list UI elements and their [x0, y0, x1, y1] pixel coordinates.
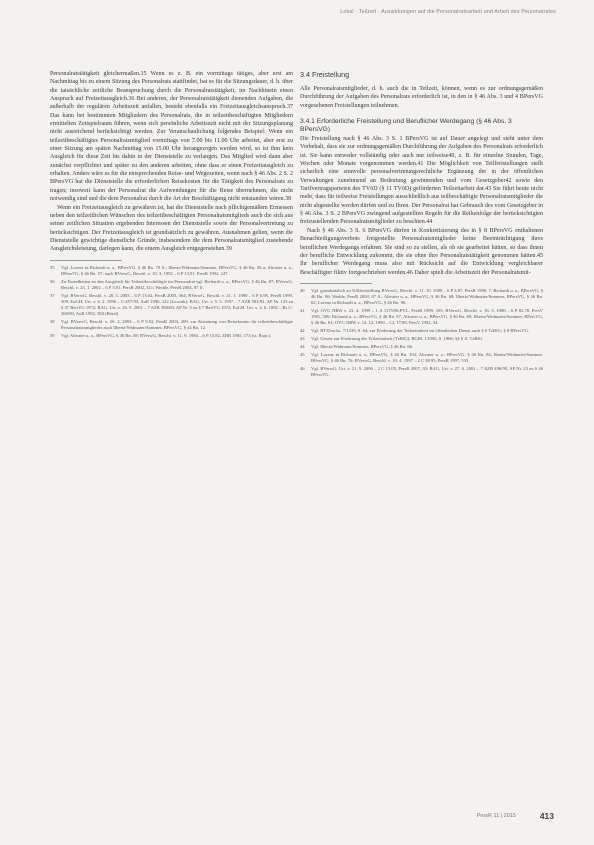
section-heading: 3.4 Freistellung [300, 70, 350, 79]
footnote: 46 Vgl. BVerwG, Urt. v. 21. 9. 2006 – 2 C 13.05, PersR 2007, 33; BAG, Urt. v. 27. 6. 2001 – 7 AZR 496/99, AP Nr. 23 zu § 46 BPersVG. [300, 365, 543, 377]
footnote: 37 Vgl. BVerwG, Beschl. v. 28. 5. 2003 – 6 P 13.02, PersR 2003, 364; BVerwG, Beschl. v. 21. 1. 1999 – 6 P 6.98, PersR 1999, 309; EuGH, Urt. v. 6. 2. 1996 – C-457/93, AuR 1996, 122 (Lewark); BAG, Urt. v. 5. 3. 1997 – 7 AZR 581/92, AP Nr. 123 zu § 37 BetrVG 1972; BAG, Urt. v. 26. 9. 2001 – 7 AZR 388/00, AP Nr. 5 zu § 7 BetrVG 1972; EuGH, Urt. v. 4. 6. 1992 – Rs C-360/90, AuR 1992, 383 (Bötel). [50, 292, 293, 317]
footnote-divider [300, 283, 372, 284]
page-number: 413 [539, 811, 554, 821]
left-column [50, 70, 293, 341]
footnote: 35 Vgl. Lorenz in Richardi u. a., BPersVG, § 46 Rn. 70 ff.; Ilbertz/Widmaier/Sommer, BPersVG, § 46 Rn. 26 a; Altvater u. a., BPersVG, § 46 Rn. 57; auch BVerwG, Beschl. v. 10. 3. 1992 – 6 P 13.91, PersR 1992, 247. [50, 264, 293, 276]
left-footnotes [50, 265, 293, 340]
footnote: 36 Zu Einzelheiten an den Ausgleich für Teilzeitbeschäftigte im Personalrat vgl. Richardi u. a., BPersVG, § 46 Rn. 87; BVerwG, Beschl. v. 23. 1. 2002 – 6 P 5.01, PersR 2002, 311; Wedde, PersR 2004, 87 ff. [50, 278, 293, 290]
footnote: 38 Vgl. BVerwG, Beschl. v. 26. 2. 2003 – 6 P 9.02, PersR 2003, 209; zur Erstattung von Reisekosten für teilzeitbeschäftigte Personalratsmitglieder auch Ilbertz/Widmaier/Sommer, BPersVG, § 44 Rn. 12. [50, 318, 293, 331]
running-header: Lokal · Teilzeit · Auswirkungen auf die Personalratsarbeit und Arbeit des Personalrates [340, 9, 556, 15]
footnote: 43 Vgl. Gesetz zur Förderung der Teilzeitarbeit (TzBfG), BGBl. I 2000, S. 1966; §§ 6 ff. TzBfG. [300, 336, 484, 342]
right-paragraph: Nach § 46 Abs. 3 S. 6 BPersVG dürfen in Konkretisierung des in § 8 BPersVG enthaltenen Benachteiligungsverbots freigestellte Personalratsmitglieder keine Beeinträchtigung ihres beruflichen Werdegangs erfahren. Sie sind so zu stellen, als ob sie gearbeitet hätten, so dass ihnen der berufliche Entwicklung zukommt, die sie ohne ihre Personalratstätigkeit genommen hätten.45 Ihr beruflicher Werdegang muss also mit Rücksicht auf die Entwicklung vergleichbarer Beschäftigter fiktiv fortgeschrieben werden.46 Daher spielt die Arbeitszeit der Personalratsmit- [300, 227, 543, 276]
footnote: 42 Vgl. BT-Drucks. 7/1339, S. 64; zur Förderung der Teilzeitarbeit im öffentlichen Dienst auch § 6 TzBfG; § 8 BPersVG. [300, 328, 530, 334]
footnote: 45 Vgl. Lorenz in Richardi u. a., BPersVG, § 46 Rn. 104; Altvater u. a., BPersVG, § 46 Rn. 84; Ilbertz/Widmaier/Sommer, BPersVG, § 46 Rn. 76; BVerwG, Beschl. v. 10. 4. 1997 – 2 C 38.95, PersR 1997, 533. [300, 351, 543, 363]
footnote: 41 Vgl. OVG NRW v. 23. 4. 1999 – 1 A 1175/96.PVL, PersR 1999, 395; BVerwG, Beschl. v. 16. 5. 1980 – 6 P 82.78, PersV 1981, 500; Richardi u. a., BPersVG, § 46 Rn. 97; Altvater u. a., BPersVG, § 46 Rn. 69; Ilbertz/Widmaier/Sommer, BPersVG, § 46 Rn. 63; OVG NRW v. 14. 12. 1990 – CL 17/89, PersV 1992, 34. [300, 308, 543, 326]
right-footnotes [300, 288, 543, 378]
footnote: 40 Vgl. grundsätzlich zu Vollfreistellung BVerwG, Beschl. v. 11. 10. 1989 – 6 P 3.87, PersR 1990, 7; Richardi u. a., BPersVG, § 46 Rn. 96; Wedde, PersR 2004, 87 ff.; Altvater u. a., BPersVG, § 46 Rn. 68; Ilbertz/Widmaier/Sommer, BPersVG, § 46 Rn. 62; Lorenz in Richardi u. a., BPersVG, § 46 Rn. 96. [300, 287, 543, 306]
footnote-divider [50, 260, 122, 261]
right-paragraph: Die Freistellung nach § 46 Abs. 3 S. 1 BPersVG ist auf Dauer angelegt und steht unter dem Vorbehalt, dass sie zur ordnungsgemäßen Durchführung der Aufgaben des Personalrats erforderlich ist. Sie kann entweder vollständig oder auch nur teilweise40, z. B. für einzelne Stunden, Tage, Wochen oder Monate vorgenommen werden.41 Die Möglichkeit von Teilfreistellungen stellt sicherlich eine sinnvolle personalvertretungsrechtliche Ergänzung der in der öffentlichen Verwaltungen zunehmend an Bedeutung gewinnenden und vom Gesetzgeber42 sowie den Tarifvertragsparteien des TVöD (§ 11 TVöD) geförderten Teilzeitarbeit dar.43 Sie führt heute nicht mehr, dass für teilweise Freistellungen ausschließlich aus teilbeschäftigte Personalratsmitglieder die nicht abgestellte werden dürfen und zu Ihren. Der Personalrat hat Gebrauch des vom Gesetzgeber in § 46 Abs. 3 S. 2 BPersVG zwingend aufgestellten Regeln für die Reihenfolge der berücksichtigten freizustellenden Personalratsmitglieder zu beachten.44 [300, 136, 543, 226]
right-intro: Alle Personalratsmitglieder, d. h. auch die in Teilzeit, können, wenn es zur ordnungsgemäßen Durchführung der Aufgaben des Personalrats erforderlich ist, in den in § 46 Abs. 3 und 4 BPersVG vorgesehenen Freistellungen teilnehmen. [300, 86, 543, 109]
footnote: 44 Vgl. Ilbertz/Widmaier/Sommer, BPersVG, § 46 Rn. 66. [300, 343, 414, 349]
left-paragraph: Wenn ein Freizeitausgleich zu gewähren ist, hat die Dienststelle nach pflichtgemäßem Ermessen neben den teilzeitlichen Wünschen des teilzeitbeschäftigten Personalratsmitglieds auch die sich aus seiner zeitlichen Situation ergebenden Interessen der Dienststelle sowie der Personalvertretung zu berücksichtigen. Der Freizeitausgleich ist grundsätzlich zu gewähren. Ausnahmen gelten, wenn die Dienststelle gewichtige dienstliche Gründe, insbesondere die dem Personalratsmitglied zustehende Ausgleichsleistung, darlegen kann, die einem Ausgleich entgegenstehen.39 [50, 204, 293, 253]
footnote: 39 Vgl. Altvater u. a., BPersVG, § 46 Rn. 58; BVerwG, Beschl. v. 11. 9. 1984 – 6 P 15.82, ZBR 1985, 174 (st. Rspr.). [50, 332, 271, 338]
journal-issue: PersR 11 | 2015 [476, 813, 516, 819]
right-column [300, 70, 543, 380]
left-paragraph: Personalratstätigkeit gleichermaßen.35 Wenn es z. B. ein vormittags tätiges, aber erst am Nachmittag bis zu einem Sitzung des Personalrats stattfindet, hat es für die Sitzungsdauer, d. h. über die tatsächliche zeitliche Beanspruchung durch die Personalratstätigkeit, im Nachhinein einen Anspruch auf Freizeitausgleich.36 Bei anderen, der Personalratstätigkeit dienenden Aufgaben, die außerhalb der regulären Arbeitszeit anfallen, besteht ebenfalls ein Freizeitausgleichsanspruch.37 Das kann bei bestimmten Mitgliedern des Personalrats, die in teilzeitbeschäftigten Mitgliedern ermittelten Zeitspielraum führen, wenn sich persönliche Arbeitszeit nicht mit der Sitzungsplanung nicht ausreichend berücksichtigt werden. Zur Veranschaulichung folgendes Beispiel: Wenn ein teilzeitbeschäftigtes Personalratsmitglied vormittags von 7.00 bis 11.00 Uhr arbeitet, aber erst zu einer Sitzung am späten Nachmittag von 15.00 Uhr herangezogen werden wird, so ist ihm kein Ausgleich für diese Zeit bis dahin in der Dienststelle zu verlangen. Das Mitglied wird dann aber zunächst verpflichtet und später zu den anderen arbeiten, ohne dass er einen Freizeitausgleich zu erhalten. Anders wäre es für die entsprechenden Reise- und Wegezeiten, wenn nach § 46 Abs. 2 S. 2 BPersVG hat die Dienststelle die erforderlichen Reisekosten für die Tätigkeit des Personalrats zu tragen; insoweit kann der Personalrat die Aufwendungen für die Reise übernehmen, die nicht notwendig sind und die dem Personalrat durch die Art der Beschäftigung nicht entstanden wären.38 [50, 71, 293, 203]
subsection-heading: 3.4.1 Erforderliche Freistellung und Beruflicher Werdegang (§ 46 Abs. 3 BPersVG) [300, 118, 512, 134]
